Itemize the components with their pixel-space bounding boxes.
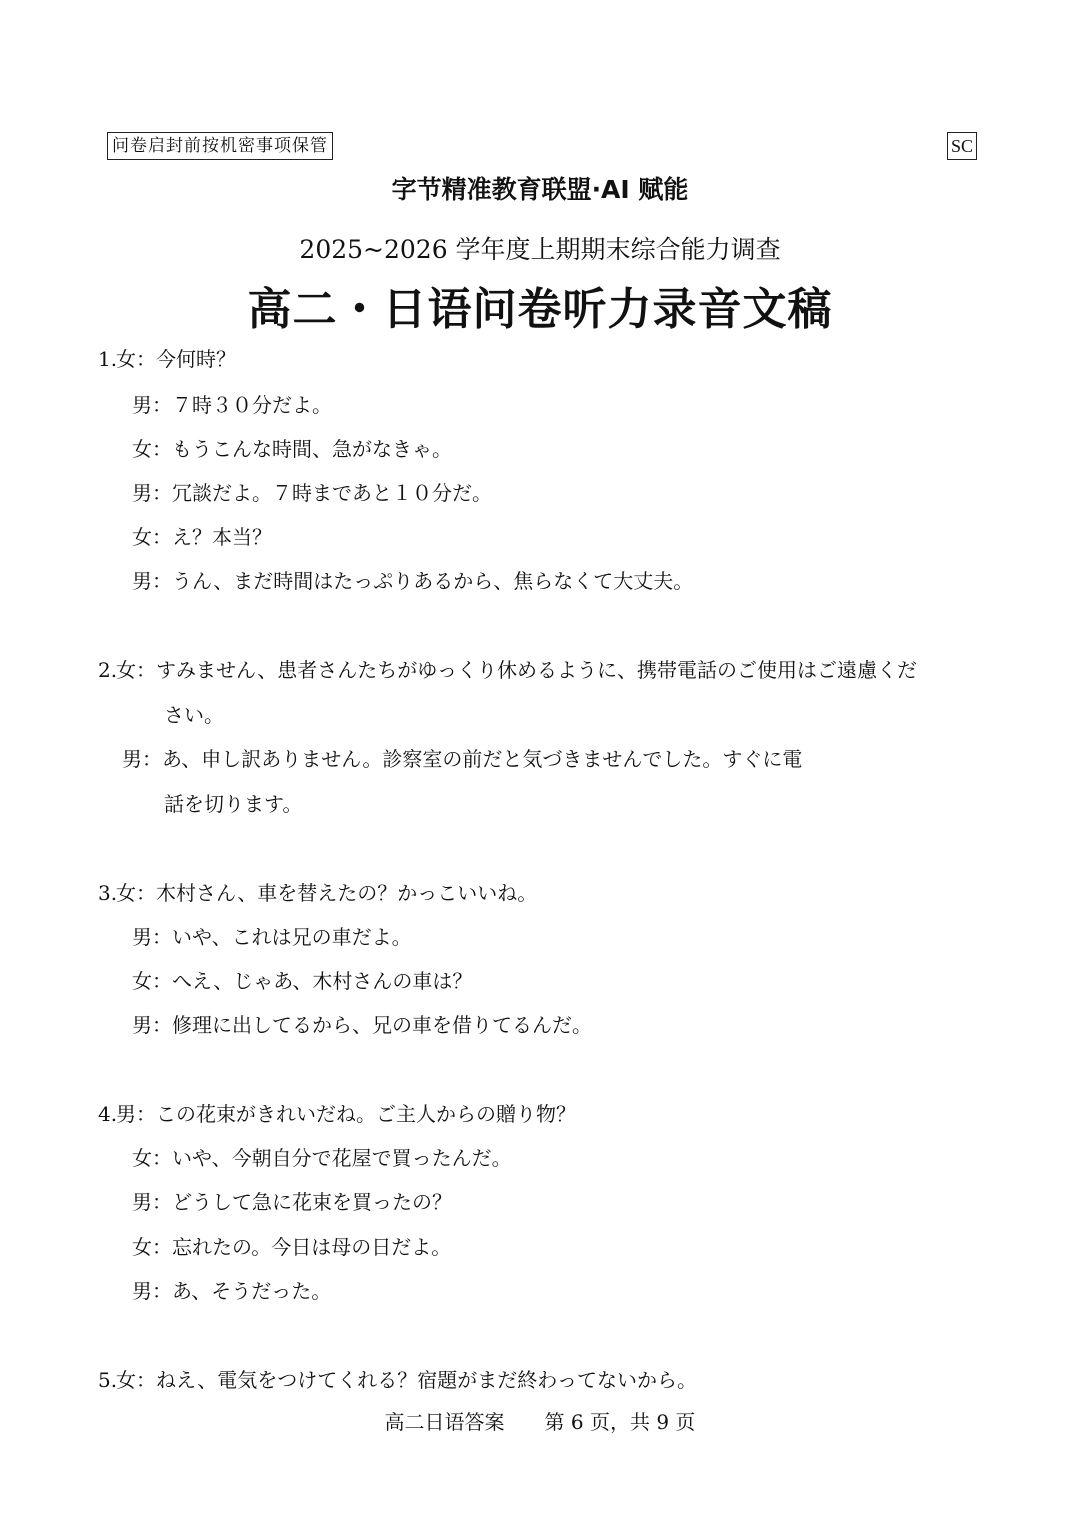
speaker: 男 bbox=[132, 393, 152, 417]
speaker: 男 bbox=[122, 747, 142, 771]
speaker: 女 bbox=[116, 347, 136, 371]
utterance: あ、そうだった。 bbox=[172, 1279, 332, 1303]
colon: ： bbox=[136, 658, 156, 682]
colon: ： bbox=[142, 747, 162, 771]
dialogue-line bbox=[98, 477, 492, 509]
dialogue-line bbox=[98, 433, 452, 465]
dialogue-line bbox=[98, 389, 332, 421]
footer-subject: 高二日语答案 bbox=[384, 1410, 505, 1434]
dialogue-line bbox=[98, 1009, 592, 1041]
speaker: 女 bbox=[116, 658, 136, 682]
dialogue-line bbox=[98, 1186, 452, 1218]
speaker: 女 bbox=[116, 881, 136, 905]
speaker: 女 bbox=[132, 525, 152, 549]
page-footer bbox=[0, 1406, 1080, 1438]
dialogue-line bbox=[98, 521, 272, 553]
speaker: 女 bbox=[132, 437, 152, 461]
dialogue-line bbox=[98, 1098, 576, 1130]
dialogue-line bbox=[98, 654, 917, 686]
dialogue-number: 2. bbox=[98, 658, 118, 682]
speaker: 男 bbox=[132, 925, 152, 949]
dialogue-number: 4. bbox=[98, 1102, 118, 1126]
colon: ： bbox=[136, 347, 156, 371]
speaker: 男 bbox=[132, 569, 152, 593]
utterance: 冗談だよ。７時まであと１０分だ。 bbox=[172, 481, 492, 505]
colon: ： bbox=[152, 481, 172, 505]
title-organization: 字节精准教育联盟·AI 赋能 bbox=[391, 175, 689, 204]
dialogue-number: 3. bbox=[98, 881, 118, 905]
title-exam: 2025~2026 学年度上期期末综合能力调查 bbox=[299, 235, 781, 264]
utterance: 修理に出してるから、兄の車を借りてるんだ。 bbox=[172, 1013, 592, 1037]
utterance: どうして急に花束を買ったの？ bbox=[172, 1190, 452, 1214]
speaker: 女 bbox=[132, 1146, 152, 1170]
speaker: 女 bbox=[132, 1235, 152, 1259]
dialogue-number: 1. bbox=[98, 347, 118, 371]
colon: ： bbox=[136, 881, 156, 905]
speaker: 男 bbox=[132, 481, 152, 505]
dialogue-line bbox=[98, 565, 693, 597]
utterance: この花束がきれいだね。ご主人からの贈り物？ bbox=[156, 1102, 576, 1126]
utterance: いや、今朝自分で花屋で買ったんだ。 bbox=[172, 1146, 512, 1170]
colon: ： bbox=[136, 1368, 156, 1392]
page-number: 第 6 页，共 9 页 bbox=[544, 1410, 696, 1434]
utterance: いや、これは兄の車だよ。 bbox=[172, 925, 412, 949]
colon: ： bbox=[152, 1279, 172, 1303]
colon: ： bbox=[152, 969, 172, 993]
speaker: 女 bbox=[116, 1368, 136, 1392]
dialogue-line bbox=[98, 921, 412, 953]
colon: ： bbox=[152, 1235, 172, 1259]
colon: ： bbox=[152, 1146, 172, 1170]
utterance: 木村さん、車を替えたの？かっこいいね。 bbox=[156, 881, 538, 905]
utterance: へえ、じゃあ、木村さんの車は？ bbox=[172, 969, 473, 993]
utterance: 忘れたの。今日は母の日だよ。 bbox=[172, 1235, 452, 1259]
utterance: うん、まだ時間はたっぷりあるから、焦らなくて大丈夫。 bbox=[172, 569, 694, 593]
utterance: え？本当？ bbox=[172, 525, 272, 549]
utterance: すみません、患者さんたちがゆっくり休めるように、携帯電話のご使用はご遠慮くだ bbox=[156, 658, 917, 682]
speaker: 男 bbox=[132, 1279, 152, 1303]
dialogue-line bbox=[98, 877, 537, 909]
dialogue-line bbox=[98, 343, 236, 375]
utterance-continuation: 話を切ります。 bbox=[164, 792, 303, 816]
dialogue-line bbox=[98, 1231, 451, 1263]
utterance: もうこんな時間、急がなきゃ。 bbox=[172, 437, 452, 461]
paper-code: SC bbox=[947, 132, 977, 160]
speaker: 男 bbox=[132, 1190, 152, 1214]
confidential-notice: 问卷启封前按机密事项保管 bbox=[107, 132, 333, 160]
colon: ： bbox=[152, 393, 172, 417]
dialogue-number: 5. bbox=[98, 1368, 118, 1392]
dialogue-line bbox=[98, 1142, 512, 1174]
title-main: 高二・日语问卷听力录音文稿 bbox=[247, 284, 833, 335]
colon: ： bbox=[136, 1102, 156, 1126]
colon: ： bbox=[152, 525, 172, 549]
dialogue-line bbox=[98, 743, 802, 775]
colon: ： bbox=[152, 437, 172, 461]
dialogue-line bbox=[98, 1275, 331, 1307]
utterance: あ、申し訳ありません。診察室の前だと気づきませんでした。すぐに電 bbox=[162, 747, 803, 771]
colon: ： bbox=[152, 569, 172, 593]
utterance-continuation: さい。 bbox=[164, 703, 224, 727]
colon: ： bbox=[152, 1190, 172, 1214]
speaker: 女 bbox=[132, 969, 152, 993]
colon: ： bbox=[152, 925, 172, 949]
speaker: 男 bbox=[116, 1102, 136, 1126]
colon: ： bbox=[152, 1013, 172, 1037]
dialogue-line bbox=[98, 965, 472, 997]
utterance: 今何時？ bbox=[156, 347, 236, 371]
dialogue-line bbox=[98, 1364, 697, 1396]
speaker: 男 bbox=[132, 1013, 152, 1037]
utterance: ねえ、電気をつけてくれる？宿題がまだ終わってないから。 bbox=[156, 1368, 697, 1392]
utterance: ７時３０分だよ。 bbox=[172, 393, 332, 417]
